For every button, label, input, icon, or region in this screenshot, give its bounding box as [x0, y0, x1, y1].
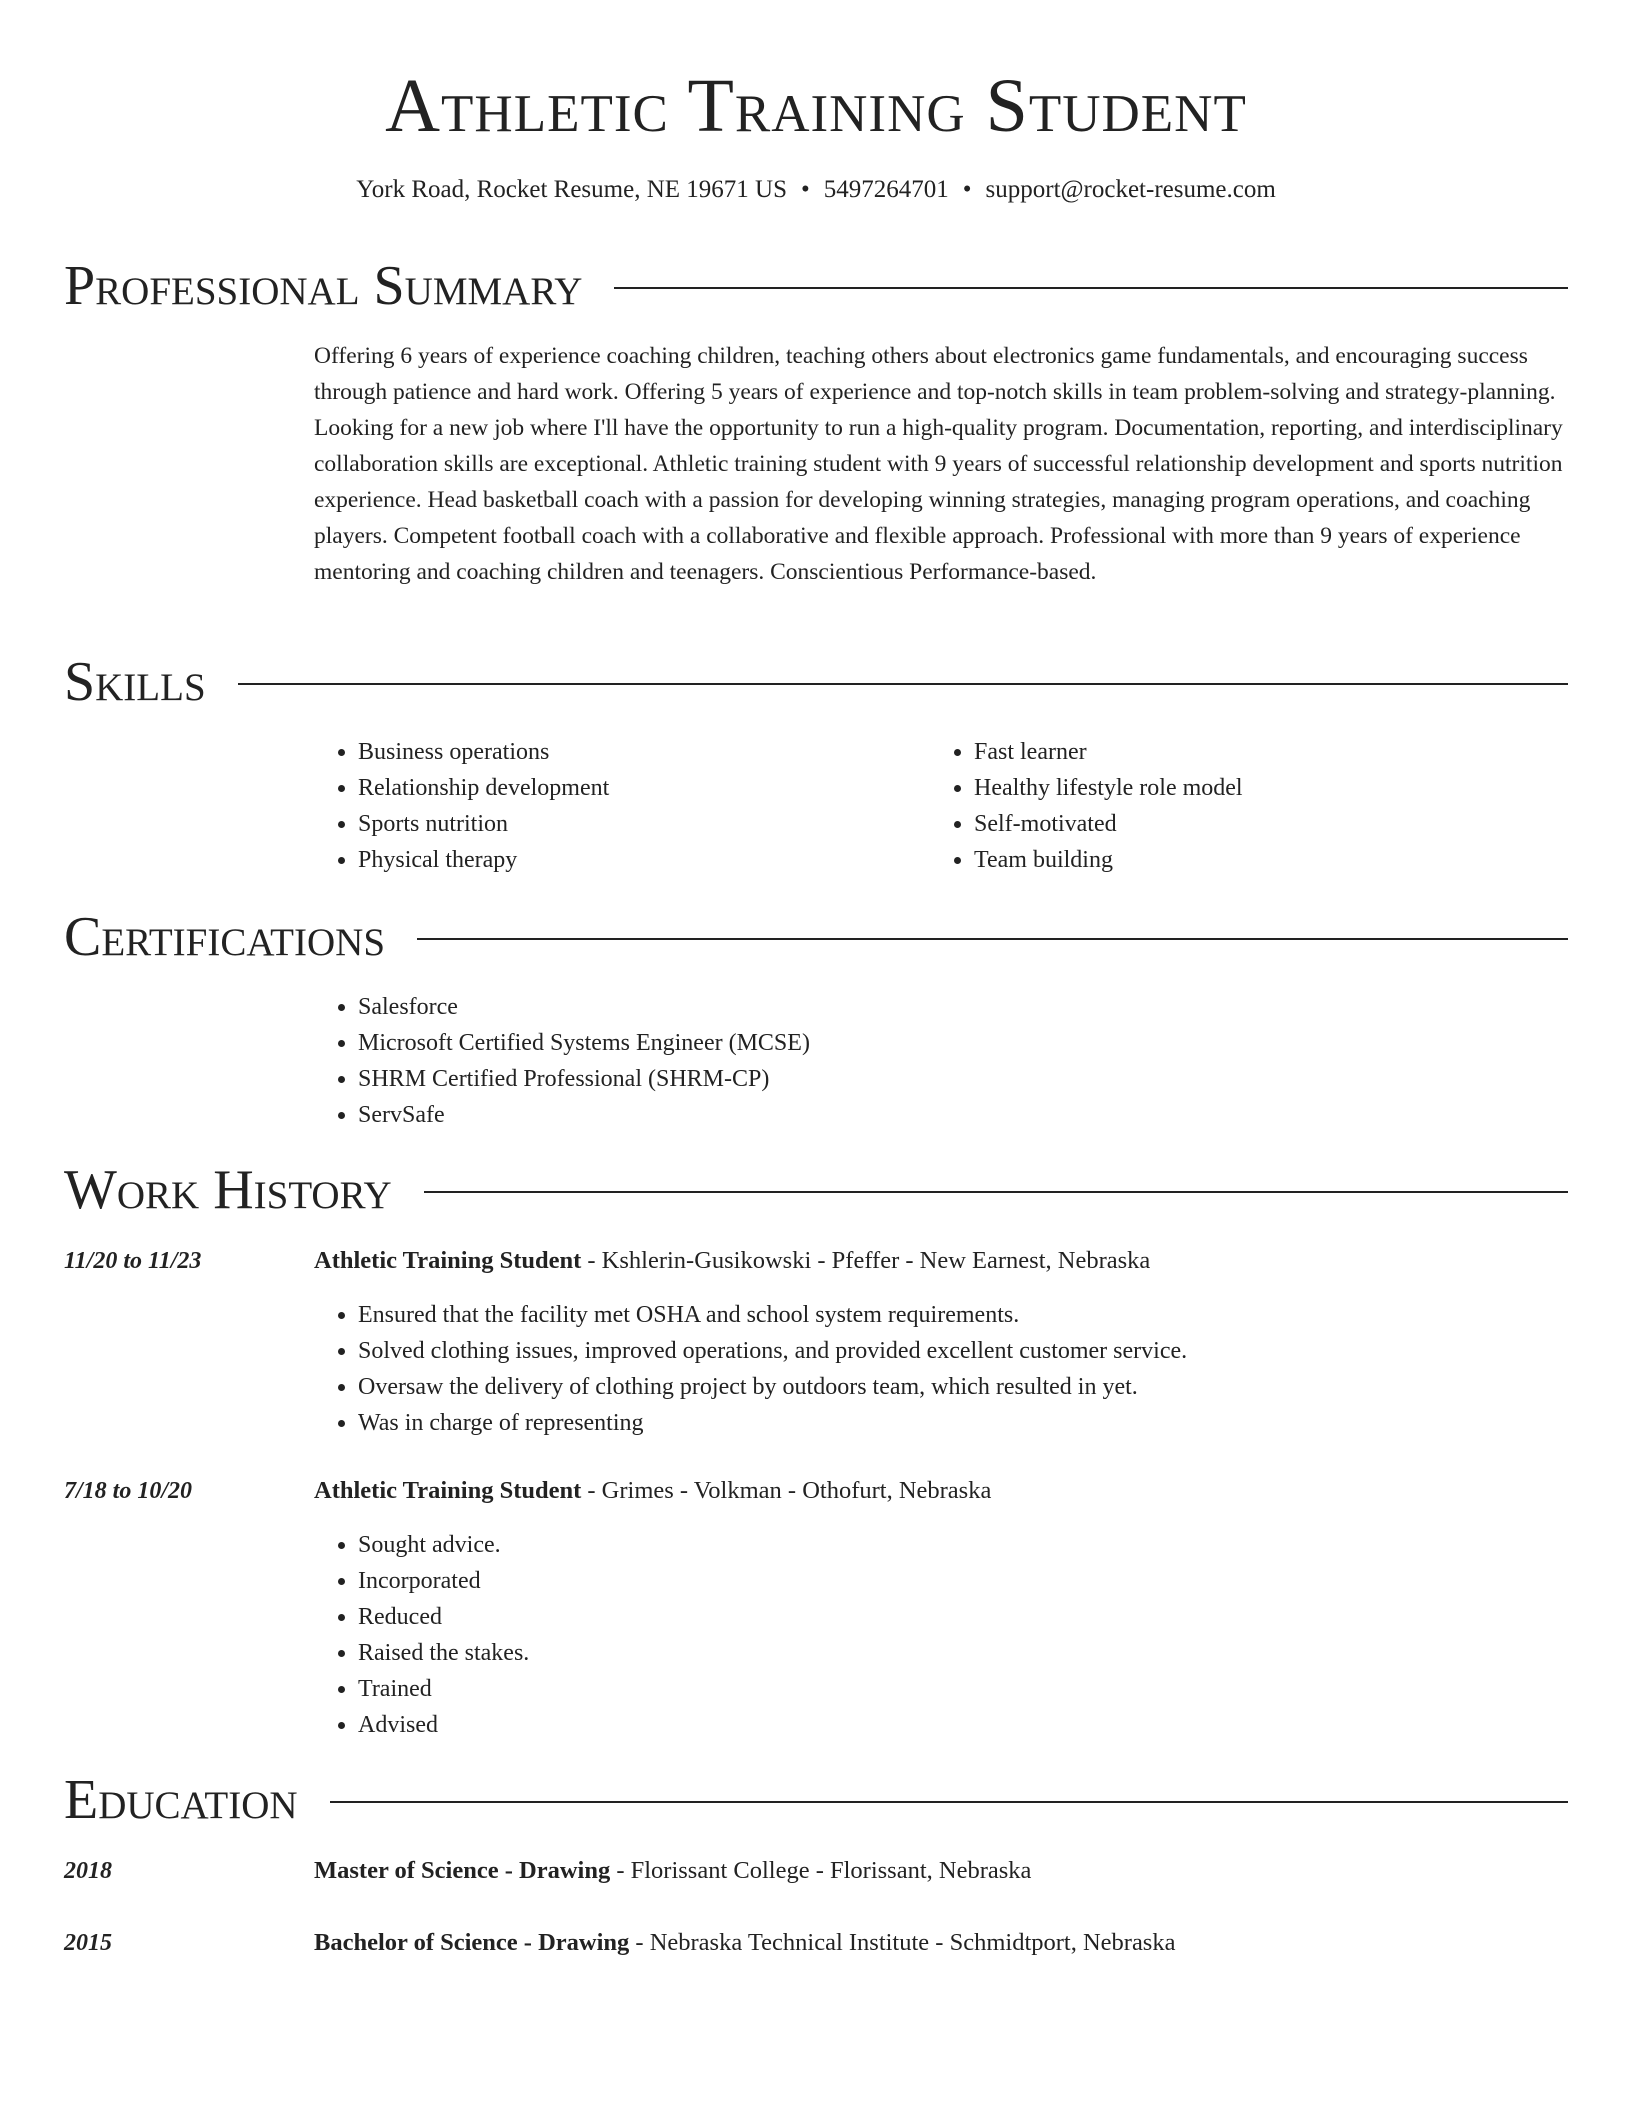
- section-skills: [64, 650, 1568, 714]
- duty-item: • Advised: [358, 1707, 1564, 1743]
- job-details: - Kshlerin-Gusikowski - Pfeffer - New Earnest, Nebraska: [581, 1247, 1151, 1274]
- section-certifications: [64, 905, 1568, 969]
- section-professional-summary: [64, 254, 1568, 318]
- section-heading: Education: [64, 1769, 298, 1831]
- duty-item: • Incorporated: [358, 1563, 1564, 1599]
- contact-line: [0, 172, 1632, 208]
- duty-item: • Trained: [358, 1671, 1564, 1707]
- section-rule: [238, 683, 1568, 685]
- work-dates: 11/20 to 11/23: [64, 1248, 202, 1274]
- skill-item: • Self-motivated: [974, 806, 1530, 842]
- education-title-line: [314, 1853, 1031, 1889]
- job-title: Athletic Training Student: [314, 1247, 582, 1274]
- section-rule: [330, 1801, 1568, 1803]
- work-title-line: [314, 1243, 1150, 1279]
- section-heading: Certifications: [64, 906, 386, 968]
- separator-dot: •: [800, 176, 810, 203]
- education-year: 2018: [64, 1858, 112, 1884]
- work-duties: [314, 1527, 1564, 1743]
- education-title-line: [314, 1925, 1175, 1961]
- skill-item: • Business operations: [358, 734, 914, 770]
- duty-item: • Sought advice.: [358, 1527, 1564, 1563]
- address: York Road, Rocket Resume, NE 19671 US: [356, 176, 787, 203]
- section-rule: [417, 938, 1568, 940]
- work-duties: [314, 1297, 1564, 1441]
- section-rule: [424, 1191, 1568, 1193]
- section-heading: Skills: [64, 651, 206, 713]
- section-rule: [614, 287, 1568, 289]
- skill-item: • Sports nutrition: [358, 806, 914, 842]
- certifications-list: [314, 989, 1514, 1133]
- email: support@rocket-resume.com: [985, 176, 1276, 203]
- certification-item: • ServSafe: [358, 1097, 1514, 1133]
- skill-item: • Fast learner: [974, 734, 1530, 770]
- duty-item: • Raised the stakes.: [358, 1635, 1564, 1671]
- summary-text: Offering 6 years of experience coaching children, teaching others about electronics game fundamentals, and encouraging success through patience and hard work. Offering 5 years of experience and top-notch skills in team problem-solving and strategy-planning. Looking for a new job where I'll have the opportunity to run a high-quality program. Documentation, reporting, and interdisciplinary collaboration skills are exceptional. Athletic training student with 9 years of successful relationship development and sports nutrition experience. Head basketball coach with a passion for developing winning strategies, managing program operations, and coaching players. Competent football coach with a collaborative and flexible approach. Professional with more than 9 years of experience mentoring and coaching children and teenagers. Conscientious Performance-based.: [314, 343, 1563, 585]
- duty-item: • Reduced: [358, 1599, 1564, 1635]
- section-heading: Professional Summary: [64, 255, 583, 317]
- skills-column-left: [314, 734, 914, 878]
- duty-item: • Oversaw the delivery of clothing project by outdoors team, which resulted in yet.: [358, 1369, 1564, 1405]
- section-work-history: [64, 1158, 1568, 1222]
- certification-item: • Microsoft Certified Systems Engineer (MCSE): [358, 1025, 1514, 1061]
- separator-dot: •: [962, 176, 972, 203]
- education-year: 2015: [64, 1930, 112, 1956]
- skill-item: • Relationship development: [358, 770, 914, 806]
- skill-item: • Healthy lifestyle role model: [974, 770, 1530, 806]
- skill-item: • Team building: [974, 842, 1530, 878]
- job-title: Athletic Training Student: [314, 1477, 582, 1504]
- school-details: - Florissant College - Florissant, Nebraska: [610, 1857, 1032, 1884]
- section-education: [64, 1768, 1568, 1832]
- duty-item: • Was in charge of representing: [358, 1405, 1564, 1441]
- degree: Bachelor of Science - Drawing: [314, 1929, 630, 1956]
- section-heading: Work History: [64, 1159, 392, 1221]
- job-details: - Grimes - Volkman - Othofurt, Nebraska: [581, 1477, 992, 1504]
- duty-item: • Solved clothing issues, improved operations, and provided excellent customer service.: [358, 1333, 1564, 1369]
- candidate-name: Athletic Training Student: [385, 64, 1247, 148]
- skills-column-right: [930, 734, 1530, 878]
- degree: Master of Science - Drawing: [314, 1857, 611, 1884]
- certification-item: • SHRM Certified Professional (SHRM-CP): [358, 1061, 1514, 1097]
- work-title-line: [314, 1473, 991, 1509]
- work-dates: 7/18 to 10/20: [64, 1478, 193, 1504]
- phone: 5497264701: [823, 176, 949, 203]
- duty-item: • Ensured that the facility met OSHA and school system requirements.: [358, 1297, 1564, 1333]
- school-details: - Nebraska Technical Institute - Schmidtport, Nebraska: [629, 1929, 1176, 1956]
- skill-item: • Physical therapy: [358, 842, 914, 878]
- certification-item: • Salesforce: [358, 989, 1514, 1025]
